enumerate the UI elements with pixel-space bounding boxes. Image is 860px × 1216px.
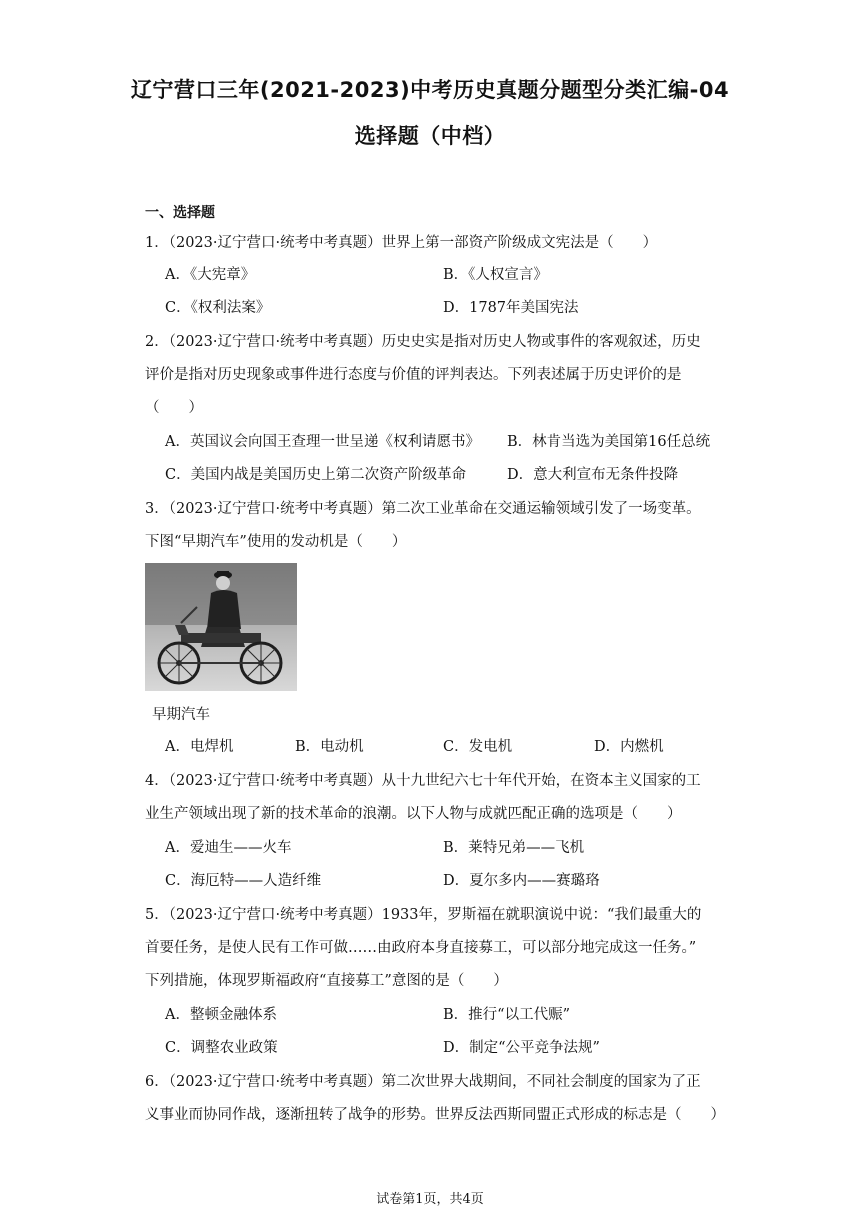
question-5-option-d: D．制定“公平竞争法规”	[443, 1040, 600, 1056]
question-6-text-line-2: 义事业而协同作战，逐渐扭转了战争的形势。世界反法西斯同盟正式形成的标志是（ ）	[145, 1107, 725, 1123]
question-3-text-line-1: 3．（2023·辽宁营口·统考中考真题）第二次工业革命在交通运输领域引发了一场变革。	[145, 501, 701, 517]
question-3-option-c: C．发电机	[443, 739, 513, 755]
question-4-option-a: A．爱迪生——火车	[165, 840, 292, 856]
document-title-line-1: 辽宁营口三年(2021-2023)中考历史真题分题型分类汇编-04	[130, 78, 730, 102]
question-2-text-line-3: （ ）	[145, 400, 203, 416]
question-2-option-d: D．意大利宣布无条件投降	[507, 467, 679, 483]
page-footer: 试卷第1页，共4页	[376, 1192, 484, 1207]
question-3-option-d: D．内燃机	[594, 739, 664, 755]
document-title-line-2: 选择题（中档）	[354, 124, 506, 148]
question-1-option-a: A．《大宪章》	[165, 267, 256, 283]
question-5-text-line-2: 首要任务，是使人民有工作可做……由政府本身直接募工，可以部分地完成这一任务。”	[145, 940, 697, 956]
question-4-option-b: B．莱特兄弟——飞机	[443, 840, 585, 856]
question-3-option-b: B．电动机	[295, 739, 364, 755]
question-1-option-c: C．《权利法案》	[165, 300, 271, 316]
early-car-photo	[145, 563, 297, 691]
question-5-text-line-1: 5．（2023·辽宁营口·统考中考真题）1933年，罗斯福在就职演说中说：“我们最重大的	[145, 907, 702, 923]
question-6-text-line-1: 6．（2023·辽宁营口·统考中考真题）第二次世界大战期间，不同社会制度的国家为了正	[145, 1074, 701, 1090]
question-1-text: 1．（2023·辽宁营口·统考中考真题）世界上第一部资产阶级成文宪法是（ ）	[145, 235, 658, 251]
question-5-text-line-3: 下列措施，体现罗斯福政府“直接募工”意图的是（ ）	[145, 973, 508, 989]
question-2-text-line-2: 评价是指对历史现象或事件进行态度与价值的评判表达。下列表述属于历史评价的是	[145, 367, 682, 383]
question-3-text-line-2: 下图“早期汽车”使用的发动机是（ ）	[145, 534, 407, 550]
question-4-text-line-1: 4．（2023·辽宁营口·统考中考真题）从十九世纪六七十年代开始，在资本主义国家的工	[145, 773, 701, 789]
question-3-option-a: A．电焊机	[165, 739, 234, 755]
question-4-option-d: D．夏尔多内——赛璐珞	[443, 873, 600, 889]
question-2-option-b: B．林肯当选为美国第16任总统	[507, 434, 711, 450]
question-4-option-c: C．海厄特——人造纤维	[165, 873, 322, 889]
question-1-option-b: B．《人权宣言》	[443, 267, 548, 283]
question-5-option-c: C．调整农业政策	[165, 1040, 278, 1056]
photo-caption: 早期汽车	[152, 707, 210, 723]
question-5-option-b: B．推行“以工代赈”	[443, 1007, 570, 1023]
section-heading: 一、选择题	[145, 205, 215, 221]
question-2-text-line-1: 2．（2023·辽宁营口·统考中考真题）历史史实是指对历史人物或事件的客观叙述，历史	[145, 334, 701, 350]
question-2-option-a: A．英国议会向国王查理一世呈递《权利请愿书》	[165, 434, 480, 450]
question-2-option-c: C．美国内战是美国历史上第二次资产阶级革命	[165, 467, 467, 483]
question-1-option-d: D．1787年美国宪法	[443, 300, 579, 316]
question-4-text-line-2: 业生产领域出现了新的技术革命的浪潮。以下人物与成就匹配正确的选项是（ ）	[145, 806, 682, 822]
question-5-option-a: A．整顿金融体系	[165, 1007, 277, 1023]
